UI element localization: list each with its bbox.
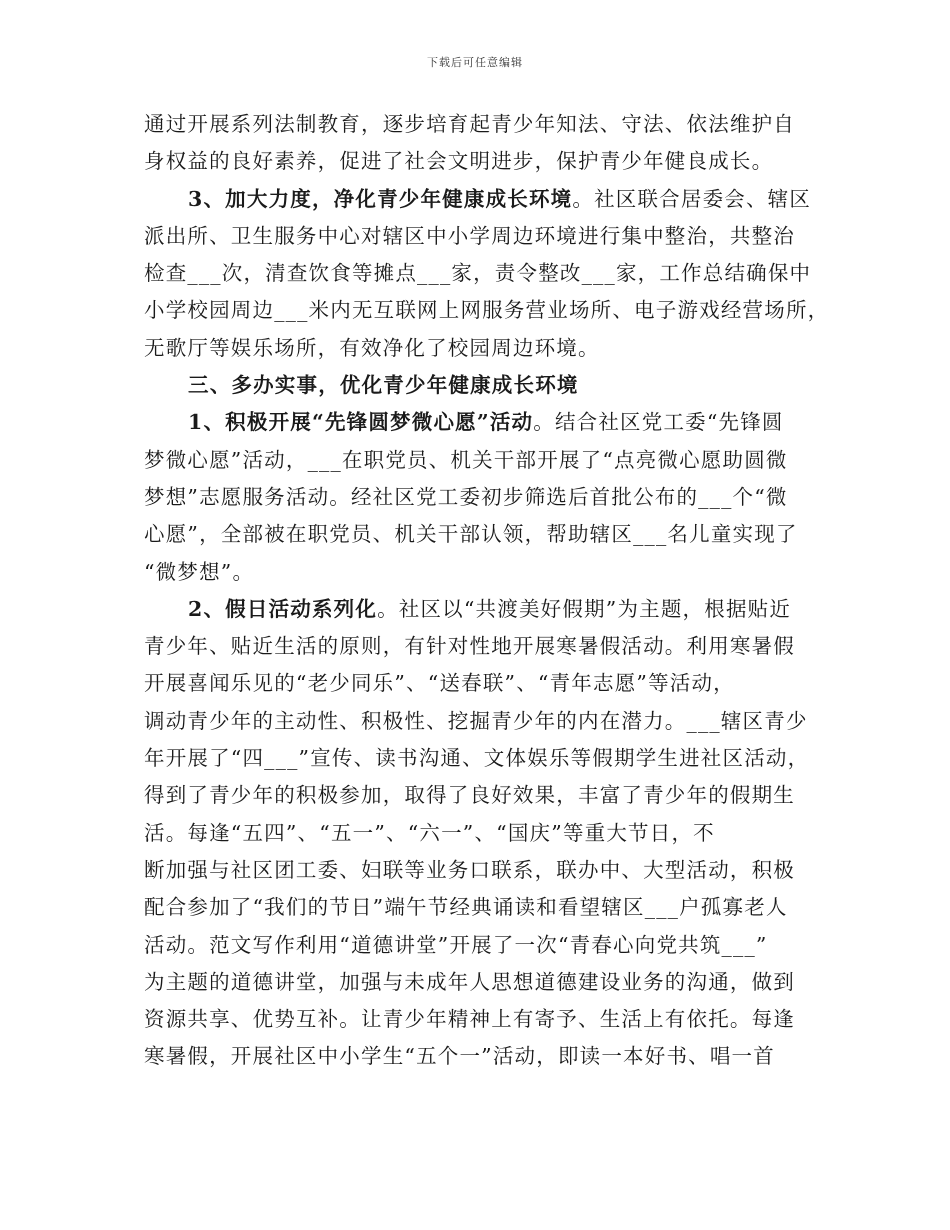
section-heading <box>144 367 824 404</box>
bold-heading-text: 1、积极开展“先锋圆梦微心愿”活动 <box>188 410 534 435</box>
line-text: 断加强与社区团工委、妇联等业务口联系，联办中、大型活动，积极 <box>144 857 795 882</box>
paragraph-line <box>144 479 824 516</box>
paragraph-line <box>144 1001 824 1038</box>
line-text: 为主题的道德讲堂，加强与未成年人思想道德建设业务的沟通，做到 <box>144 969 795 994</box>
line-text: 派出所、卫生服务中心对辖区中小学周边环境进行集中整治，共整治 <box>144 223 795 248</box>
bold-heading-text: 3、加大力度，净化青少年健康成长环境 <box>188 186 573 211</box>
line-text: 寒暑假，开展社区中小学生“五个一”活动，即读一本好书、唱一首 <box>144 1044 775 1069</box>
line-text: 心愿”，全部被在职党员、机关干部认领，帮助辖区___名儿童实现了 <box>144 522 798 547</box>
paragraph-line <box>144 330 824 367</box>
bold-heading-text: 三、多办实事，优化青少年健康成长环境 <box>188 373 579 398</box>
paragraph-line <box>144 628 824 665</box>
paragraph-lead-line <box>144 591 824 628</box>
line-text: 活动。范文写作利用“道德讲堂”开展了一次“青春心向党共筑___” <box>144 932 768 957</box>
paragraph-line <box>144 777 824 814</box>
line-text: 调动青少年的主动性、积极性、挖掘青少年的内在潜力。___辖区青少 <box>144 708 808 733</box>
paragraph-lead-line <box>144 404 824 441</box>
page-header: 下载后可任意编辑 <box>427 56 523 69</box>
line-text: 梦想”志愿服务活动。经社区党工委初步筛选后首批公布的___个“微 <box>144 484 788 509</box>
paragraph-line <box>144 740 824 777</box>
line-text: 身权益的良好素养，促进了社会文明进步，保护青少年健良成长。 <box>144 149 774 174</box>
paragraph-line <box>144 703 824 740</box>
paragraph-lead-line <box>144 181 824 218</box>
line-text: 。社区联合居委会、辖区 <box>572 186 812 211</box>
document-body <box>144 106 830 1076</box>
line-text: 通过开展系列法制教育，逐步培育起青少年知法、守法、依法维护自 <box>144 112 795 136</box>
paragraph-line <box>144 106 824 143</box>
line-text: 配合参加了“我们的节日”端午节经典诵读和看望辖区___户孤寡老人 <box>144 895 788 920</box>
paragraph-line <box>144 665 824 702</box>
line-text: “微梦想”。 <box>144 559 255 584</box>
paragraph-line <box>144 964 824 1001</box>
paragraph-line <box>144 815 824 852</box>
line-text: 资源共享、优势互补。让青少年精神上有寄予、生活上有依托。每逢 <box>144 1007 795 1032</box>
line-text: 青少年、贴近生活的原则，有针对性地开展寒暑假活动。利用寒暑假 <box>144 634 795 659</box>
paragraph-line <box>144 554 824 591</box>
line-text: 得到了青少年的积极参加，取得了良好效果，丰富了青少年的假期生 <box>144 783 795 808</box>
line-text: 。结合社区党工委“先锋圆 <box>533 410 784 435</box>
paragraph-line <box>144 1038 824 1075</box>
paragraph-line <box>144 516 824 553</box>
line-text: 小学校园周边___米内无互联网上网服务营业场所、电子游戏经营场所， <box>144 298 830 323</box>
paragraph-line <box>144 143 824 180</box>
line-text: 检查___次，清查饮食等摊点___家，责令整改___家，工作总结确保中 <box>144 261 812 286</box>
line-text: 年开展了“四___”宣传、读书沟通、文体娱乐等假期学生进社区活动， <box>144 746 810 771</box>
line-text: 。社区以“共渡美好假期”为主题，根据贴近 <box>377 596 792 621</box>
paragraph-line <box>144 927 824 964</box>
paragraph-line <box>144 852 824 889</box>
bold-heading-text: 2、假日活动系列化 <box>188 596 378 621</box>
paragraph-line <box>144 255 824 292</box>
line-text: 开展喜闻乐见的“老少同乐”、“送春联”、“青年志愿”等活动， <box>144 671 735 696</box>
line-text: 活。每逢“五四”、“五一”、“六一”、“国庆”等重大节日，不 <box>144 820 715 845</box>
line-text: 无歌厅等娱乐场所，有效净化了校园周边环境。 <box>144 335 600 360</box>
paragraph-line <box>144 292 830 329</box>
paragraph-line <box>144 218 824 255</box>
paragraph-line <box>144 442 824 479</box>
paragraph-line <box>144 889 824 926</box>
line-text: 梦微心愿”活动，___在职党员、机关干部开展了“点亮微心愿助圆微 <box>144 447 788 472</box>
